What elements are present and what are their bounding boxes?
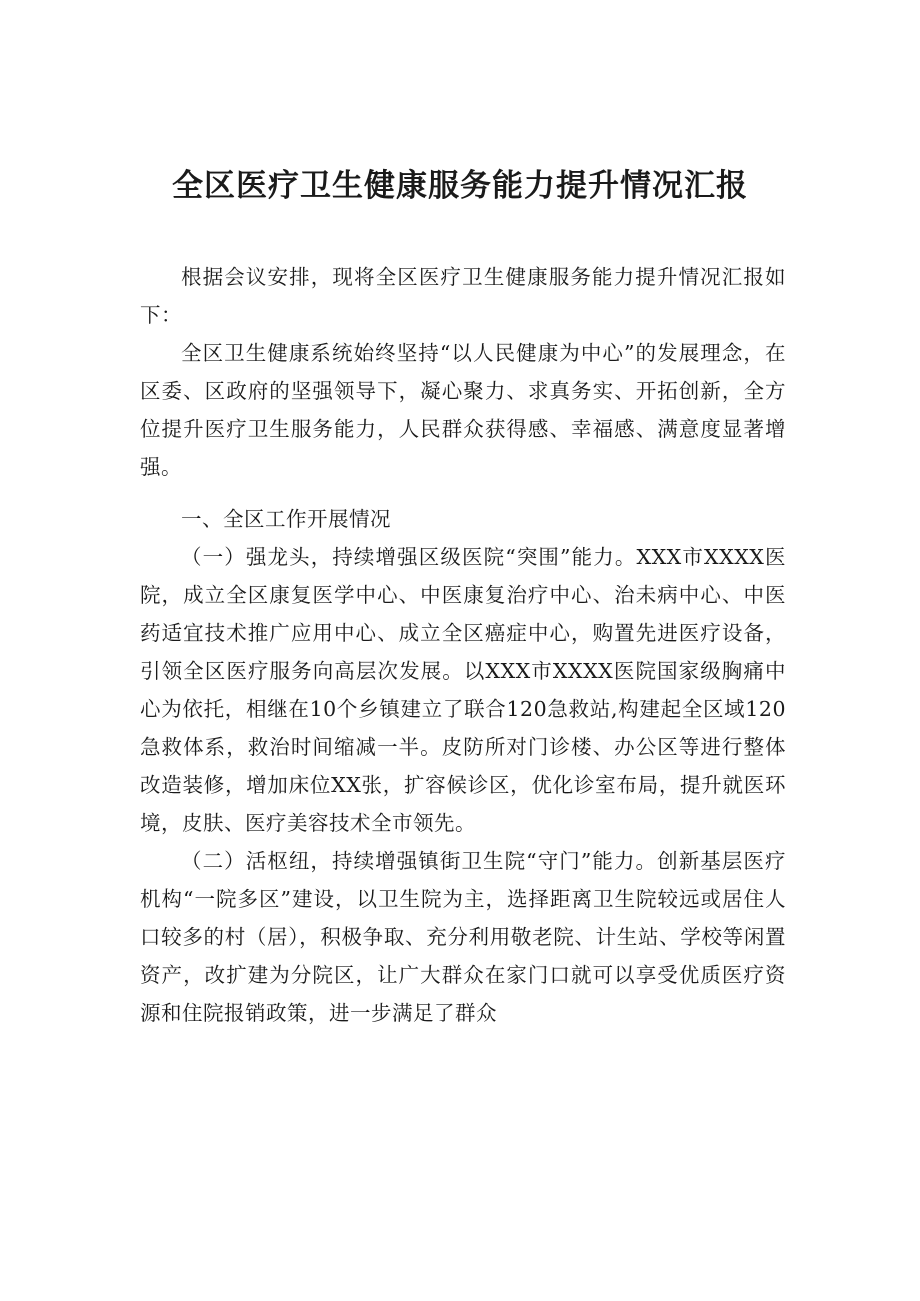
intro-paragraph: 根据会议安排，现将全区医疗卫生健康服务能力提升情况汇报如下：: [140, 265, 786, 327]
document-body: [140, 258, 786, 1032]
section-heading: 一、全区工作开展情况: [181, 507, 391, 531]
section-paragraph-1: （一）强龙头，持续增强区级医院“突围”能力。XXX市XXXX医院，成立全区康复医学中心、中医康复治疗中心、治未病中心、中医药适宜技术推广应用中心、成立全区癌症中心，购置先进医疗设备，引领全区医疗服务向高层次发展。以XXX市XXXX医院国家级胸痛中心为依托，相继在10个乡镇建立了联合120急救站,构建起全区域120急救体系，救治时间缩减一半。皮防所对门诊楼、办公区等进行整体改造装修，增加床位XX张，扩容候诊区，优化诊室布局，提升就医环境，皮肤、医疗美容技术全市领先。: [140, 545, 786, 835]
document-title: 全区医疗卫生健康服务能力提升情况汇报: [172, 168, 748, 204]
section-paragraph-2: （二）活枢纽，持续增强镇街卫生院“守门”能力。创新基层医疗机构“一院多区”建设，以卫生院为主，选择距离卫生院较远或居住人口较多的村（居），积极争取、充分利用敬老院、计生站、学校等闲置资产，改扩建为分院区，让广大群众在家门口就可以享受优质医疗资源和住院报销政策，进一步满足了群众: [140, 849, 786, 1025]
overview-paragraph: 全区卫生健康系统始终坚持“以人民健康为中心”的发展理念，在区委、区政府的坚强领导下，凝心聚力、求真务实、开拓创新，全方位提升医疗卫生服务能力，人民群众获得感、幸福感、满意度显著增强。: [140, 341, 786, 479]
